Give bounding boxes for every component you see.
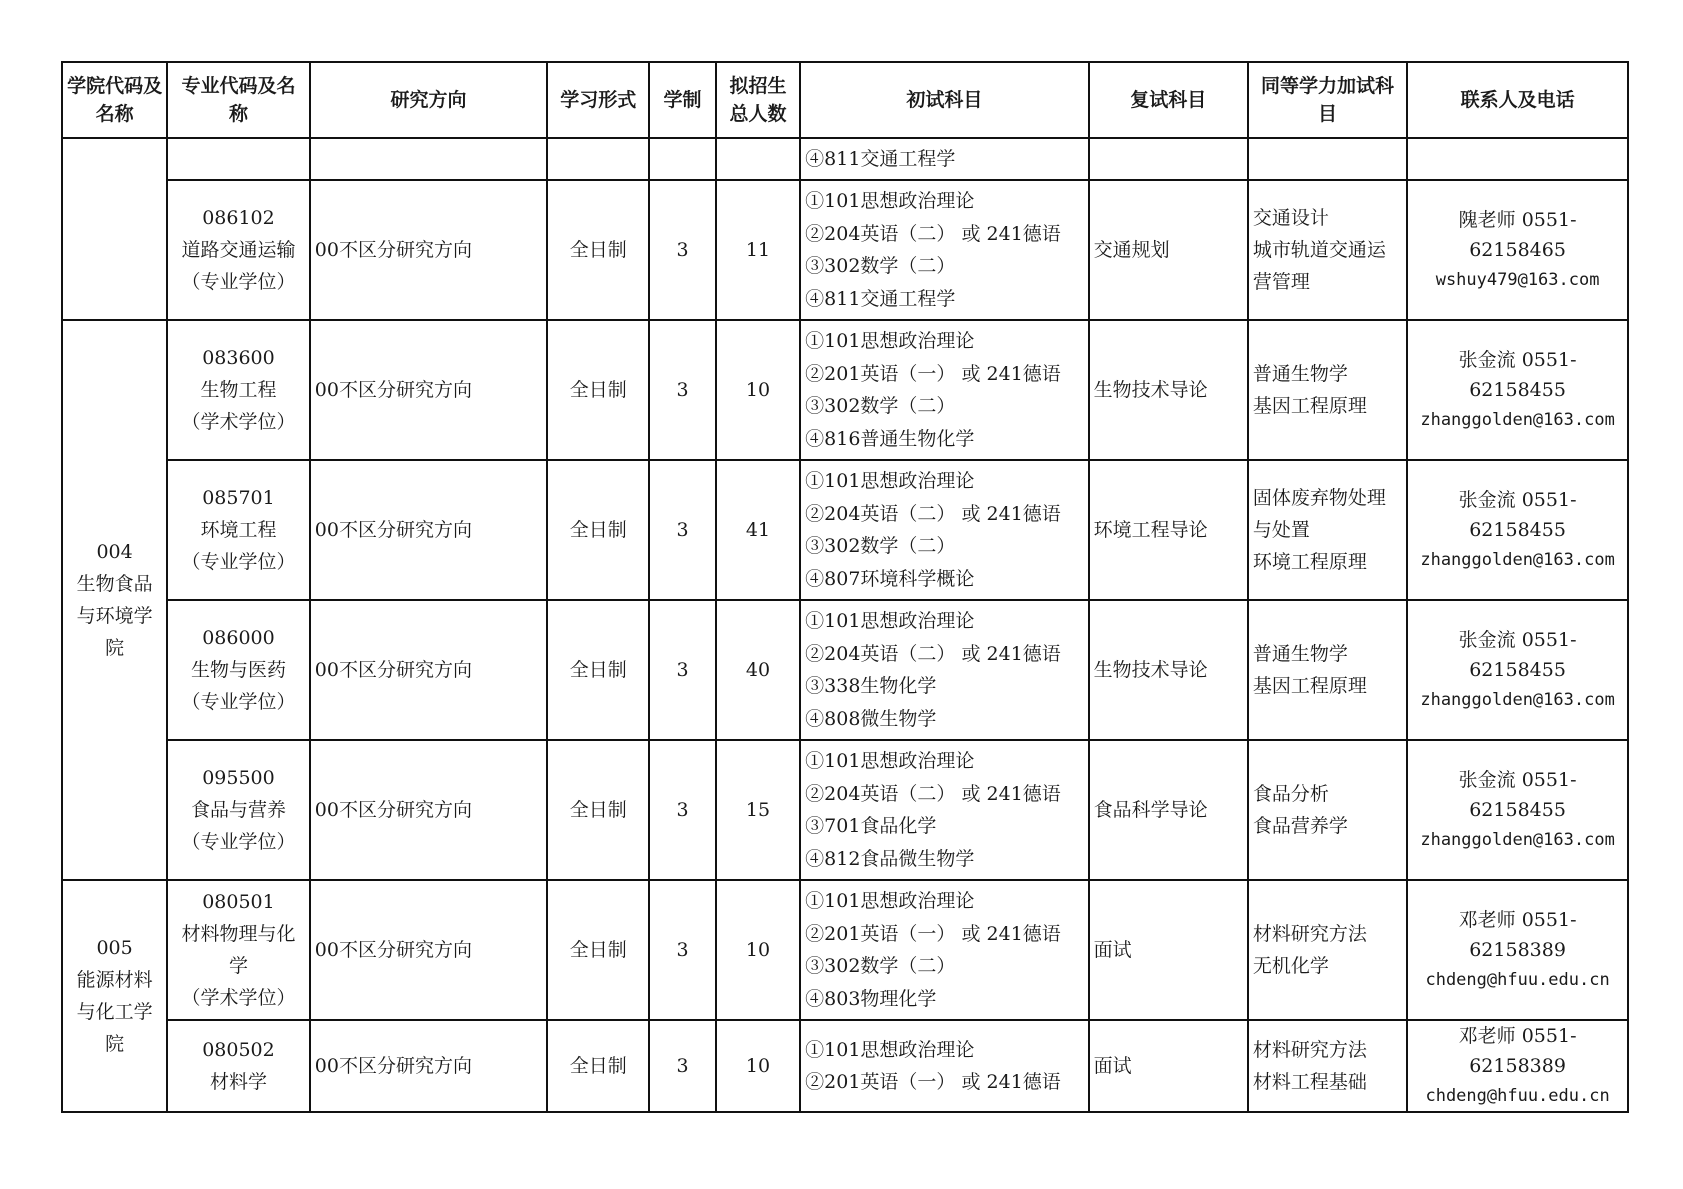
retest-cell: 交通规划: [1089, 180, 1248, 320]
study-form-cell: 全日制: [547, 320, 649, 460]
initial-exam-cell: ④811交通工程学: [800, 138, 1088, 180]
initial-exam-cell: ①101思想政治理论 ②204英语（二） 或 241德语 ③302数学（二） ④811交通工程学: [800, 180, 1088, 320]
major-cell: 080502 材料学: [167, 1020, 310, 1112]
contact-cell: 张金流 0551-62158455 zhanggolden@163.com: [1407, 320, 1628, 460]
extra-exam-cell: 材料研究方法 材料工程基础: [1248, 1020, 1407, 1112]
header-contact: 联系人及电话: [1407, 62, 1628, 138]
table-row: [62, 460, 1628, 600]
direction-cell: 00不区分研究方向: [310, 600, 547, 740]
table-row-continuation: [62, 138, 1628, 180]
enrollment-cell: 40: [716, 600, 800, 740]
study-form-cell: 全日制: [547, 600, 649, 740]
initial-exam-cell: ①101思想政治理论 ②201英语（一） 或 241德语: [800, 1020, 1088, 1112]
enrollment-cell: 41: [716, 460, 800, 600]
header-retest: 复试科目: [1089, 62, 1248, 138]
table-row: [62, 1020, 1628, 1112]
contact-cell: 邓老师 0551-62158389 chdeng@hfuu.edu.cn: [1407, 1020, 1628, 1112]
extra-exam-cell: 交通设计 城市轨道交通运 营管理: [1248, 180, 1407, 320]
major-cell: 095500 食品与营养 （专业学位）: [167, 740, 310, 880]
retest-cell: 环境工程导论: [1089, 460, 1248, 600]
retest-cell: 面试: [1089, 1020, 1248, 1112]
header-enrollment: 拟招生总人数: [716, 62, 800, 138]
college-cell-004: 004 生物食品 与环境学 院: [62, 320, 167, 880]
table-row: [62, 320, 1628, 460]
contact-cell: 张金流 0551-62158455 zhanggolden@163.com: [1407, 600, 1628, 740]
initial-exam-cell: ①101思想政治理论 ②201英语（一） 或 241德语 ③302数学（二） ④803物理化学: [800, 880, 1088, 1020]
enrollment-cell: 10: [716, 880, 800, 1020]
header-direction: 研究方向: [310, 62, 547, 138]
direction-cell: 00不区分研究方向: [310, 320, 547, 460]
retest-cell: 食品科学导论: [1089, 740, 1248, 880]
extra-exam-cell: 固体废弃物处理 与处置 环境工程原理: [1248, 460, 1407, 600]
study-form-cell: 全日制: [547, 180, 649, 320]
initial-exam-cell: ①101思想政治理论 ②201英语（一） 或 241德语 ③302数学（二） ④816普通生物化学: [800, 320, 1088, 460]
direction-cell: 00不区分研究方向: [310, 460, 547, 600]
direction-cell: 00不区分研究方向: [310, 740, 547, 880]
study-form-cell: 全日制: [547, 740, 649, 880]
study-form-cell: 全日制: [547, 460, 649, 600]
admissions-table: [61, 61, 1629, 1113]
major-cell: 086102 道路交通运输 （专业学位）: [167, 180, 310, 320]
college-cell-005: 005 能源材料 与化工学 院: [62, 880, 167, 1112]
header-row: [62, 62, 1628, 138]
extra-exam-cell: 普通生物学 基因工程原理: [1248, 320, 1407, 460]
table-row: [62, 600, 1628, 740]
duration-cell: 3: [649, 600, 716, 740]
header-major: 专业代码及名称: [167, 62, 310, 138]
extra-exam-cell: 食品分析 食品营养学: [1248, 740, 1407, 880]
initial-exam-cell: ①101思想政治理论 ②204英语（二） 或 241德语 ③701食品化学 ④812食品微生物学: [800, 740, 1088, 880]
enrollment-cell: 11: [716, 180, 800, 320]
study-form-cell: 全日制: [547, 1020, 649, 1112]
header-extra-exam: 同等学力加试科目: [1248, 62, 1407, 138]
direction-cell: 00不区分研究方向: [310, 1020, 547, 1112]
contact-cell: 张金流 0551-62158455 zhanggolden@163.com: [1407, 460, 1628, 600]
duration-cell: 3: [649, 740, 716, 880]
enrollment-cell: 10: [716, 1020, 800, 1112]
major-cell: 086000 生物与医药 （专业学位）: [167, 600, 310, 740]
retest-cell: 面试: [1089, 880, 1248, 1020]
duration-cell: 3: [649, 880, 716, 1020]
direction-cell: 00不区分研究方向: [310, 180, 547, 320]
major-cell: 080501 材料物理与化 学 （学术学位）: [167, 880, 310, 1020]
duration-cell: 3: [649, 180, 716, 320]
college-cell-prev: [62, 138, 167, 320]
study-form-cell: 全日制: [547, 880, 649, 1020]
retest-cell: 生物技术导论: [1089, 320, 1248, 460]
contact-cell: 张金流 0551-62158455 zhanggolden@163.com: [1407, 740, 1628, 880]
contact-cell: 隗老师 0551-62158465 wshuy479@163.com: [1407, 180, 1628, 320]
initial-exam-cell: ①101思想政治理论 ②204英语（二） 或 241德语 ③302数学（二） ④807环境科学概论: [800, 460, 1088, 600]
major-cell: 085701 环境工程 （专业学位）: [167, 460, 310, 600]
extra-exam-cell: 普通生物学 基因工程原理: [1248, 600, 1407, 740]
retest-cell: 生物技术导论: [1089, 600, 1248, 740]
header-college: 学院代码及名称: [62, 62, 167, 138]
table-row: [62, 180, 1628, 320]
contact-cell: 邓老师 0551-62158389 chdeng@hfuu.edu.cn: [1407, 880, 1628, 1020]
header-study-form: 学习形式: [547, 62, 649, 138]
duration-cell: 3: [649, 460, 716, 600]
header-duration: 学制: [649, 62, 716, 138]
header-initial-exam: 初试科目: [800, 62, 1088, 138]
table-row: [62, 880, 1628, 1020]
initial-exam-cell: ①101思想政治理论 ②204英语（二） 或 241德语 ③338生物化学 ④808微生物学: [800, 600, 1088, 740]
duration-cell: 3: [649, 1020, 716, 1112]
direction-cell: 00不区分研究方向: [310, 880, 547, 1020]
extra-exam-cell: 材料研究方法 无机化学: [1248, 880, 1407, 1020]
major-cell: 083600 生物工程 （学术学位）: [167, 320, 310, 460]
enrollment-cell: 15: [716, 740, 800, 880]
table-row: [62, 740, 1628, 880]
duration-cell: 3: [649, 320, 716, 460]
enrollment-cell: 10: [716, 320, 800, 460]
